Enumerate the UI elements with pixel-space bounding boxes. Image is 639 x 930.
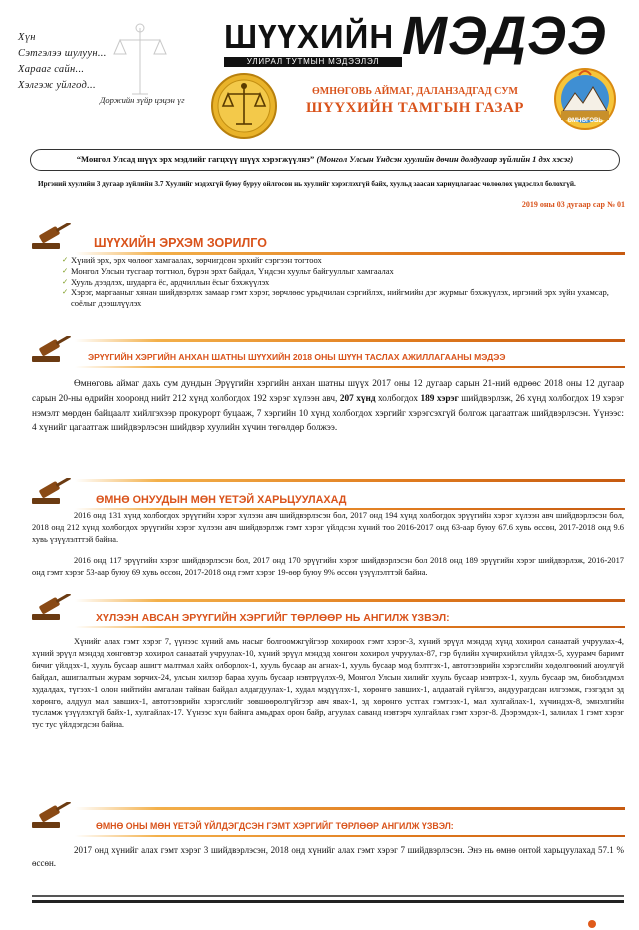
section-title-mission: ШҮҮХИЙН ЭРХЭМ ЗОРИЛГО: [94, 236, 267, 250]
list-item: ✓ Монгол Улсын тусгаар тогтнол, бүрэн эрхт байдал, Үндсэн хуульт байгууллыг хамгаалах: [62, 266, 622, 277]
report-text-2: холбогдох: [375, 393, 421, 404]
comparison-paragraph-1: 2016 онд 131 хүнд холбогдох эрүүгийн хэрэг хүлээн авч шийдвэрлэсэн бол, 2017 онд 194 хүнд холбогдох эрүүгийн хэрэг хүлээн авч шийдвэрлэсэн бол, 2018 онд 212 хүнд холбогдох эрүүгийн хэрэг хүлээн авч шийдвэрлэж гэмт хэрэг үйлдсэн хүний тоо 2016-2017 онд 63-аар буюу 67.6 хувь өссөн, 2017-2018 онд 9.6 хувь үзүүлэлттэй байна.: [32, 511, 624, 544]
aimag-emblem-label: ӨМНӨГОВЬ: [567, 118, 603, 124]
motto-line: Харааг сайн...: [18, 64, 85, 75]
section-title-prior-year: ӨМНӨ ОНЫ МӨН ҮЕТЭЙ ҮЙЛДЭГДСЭН ГЭМТ ХЭРГИЙГ ТӨРЛӨӨР АНГИЛЖ ҮЗВЭЛ:: [96, 821, 454, 831]
footer-dot: [588, 920, 596, 928]
masthead-title-left: ШҮҮХИЙН: [224, 18, 395, 55]
section-rule: [75, 339, 625, 342]
list-item: ✓ Хүний эрх, эрх чөлөөг хамгаалах, зөрчигдсөн эрхийг сэргээн тогтоох: [62, 255, 622, 266]
section-rule: [75, 599, 625, 602]
section-title-comparison: ӨМНӨ ОНУУДЫН МӨН ҮЕТЭЙ ХАРЬЦУУЛАХАД: [96, 494, 347, 506]
section-rule: [75, 835, 625, 837]
footer-divider: [32, 900, 624, 903]
gavel-icon: [30, 594, 74, 622]
gavel-icon: [30, 478, 74, 506]
section-title-classification: ХҮЛЭЭН АВСАН ЭРҮҮГИЙН ХЭРГИЙГ ТӨРЛӨӨР НЬ АНГИЛЖ ҮЗВЭЛ:: [96, 612, 450, 624]
report-text-1: Өмнөговь аймаг дахь сум дундын Эрүүгийн хэргийн анхан шатны шүүх 2017 оны 12 дугаар сарын 21-ний өдрөөс 2018 оны 12 дугаар сарын 20-ны өдрийн хооронд нийт 212 хүнд холбогдох 192 хэрэг хүлээн авч,: [32, 379, 624, 404]
prior-year-paragraph: 2017 онд хүнийг алах гэмт хэрэг 3 шийдвэрлэсэн, 2018 онд хүнийг алах гэмт хэрэг 7 шийдвэрлэсэн. Энэ нь өмнө онтой харьцуулахад 57.1 % өссөн.: [32, 845, 624, 868]
law-note: Иргэний хуулийн 3 дугаар зүйлийн 3.7 Хуулийг мэдэхгүй буюу буруу ойлгосон нь хуулийг хэрэглэхгүй байх, хуульд заасан хариуцлагаас чөлөөлөх үндэслэл болохгүй.: [38, 180, 576, 188]
masthead-title-right: МЭДЭЭ: [402, 6, 607, 66]
gavel-icon: [30, 336, 74, 364]
report-text-3: шийдвэрлэж, 26 хүнд холбогдох 19 хэрэг нэмэлт мөрдөн байцаалт хийлгэхээр прокурорт буцааж, 7 хэргийн 10 хүнд холбогдох хэргийг хэрэгсэхгүй болгож цагаатгаж шийдвэрлэсэн. Үүнээс: 4 хүнийг цагаатгаж шийдвэрлэсэн шийдвэр хуулийн хүчин төгөлдөр болжээ.: [32, 393, 624, 434]
motto-line: Сэтгэлээ шулуун...: [18, 48, 107, 59]
org-name: ШҮҮХИЙН ТАМГЫН ГАЗАР: [306, 100, 524, 116]
section-rule: [75, 479, 625, 482]
report-bold-persons: 207 хүнд: [339, 393, 376, 404]
section-rule: [75, 366, 625, 368]
motto-line: Хүн: [18, 32, 36, 43]
report-bold-cases: 189 хэрэг: [420, 393, 459, 404]
section-rule: [75, 626, 625, 628]
org-location: ӨМНӨГОВЬ АЙМАГ, ДАЛАНЗАДГАД СУМ: [311, 86, 518, 97]
section-rule: [75, 807, 625, 810]
masthead-subtitle: УЛИРАЛ ТУТМЫН МЭДЭЭЛЭЛ: [246, 57, 380, 66]
motto-line: Хэлгэж уйлгод...: [18, 80, 96, 91]
gavel-icon: [30, 223, 74, 251]
slogan-quote: “Монгол Улсад шүүх эрх мэдлийг гагцхүү шүүх хэрэгжүүлнэ”: [76, 154, 315, 164]
slogan-source: (Монгол Улсын Үндсэн хуулийн дөчин долдугаар зүйлийн 1 дэх хэсэг): [316, 154, 574, 164]
section-title-2018-report: ЭРҮҮГИЙН ХЭРГИЙН АНХАН ШАТНЫ ШҮҮХИЙН 2018 ОНЫ ШҮҮН ТАСЛАХ АЖИЛЛАГААНЫ МЭДЭЭ: [88, 352, 506, 362]
motto-signature: Доржийн зүйр цэцэн үг: [100, 95, 185, 105]
gavel-icon: [30, 802, 74, 830]
list-item: ✓ Хууль дээдлэх, шударга ёс, ардчиллын ёсыг бэхжүүлэх: [62, 277, 622, 288]
footer-divider: [32, 895, 624, 897]
classification-paragraph: Хүнийг алах гэмт хэрэг 7, үүнээс хүний амь насыг болгоомжгүйгээр хохироох гэмт хэрэг-3, хүний эрүүл мэндэд хүнд хохирол санаатай учруулах-4, хүний эрүүл мэндэд хөнгөвтэр хохирол санаатай учруулах-10, хүний эрүүл мэндэд хөнгөн хохирол учруулах-87, гэр бүлийн хүчирхийлэл үйлдэх-5, хуурамч баримт бичиг үйлдэх-1, хууль бусаар ашигт малтмал хайх олборлох-1, хууль бусаар ан агнах-1, хууль бусаар мод бэлтгэх-1, автотээврийн хэрэгслийн хөдөлгөөний аюулгүй байдал, ашиглалтын журам зөрчих-24, улсын хилээр бараа хууль бусаар нэвтрүүлэх-9, Монгол Улсын хилийг хууль бусаар нэвтрэх-1, хууль бусаар эм, биобэлдмэл худалдах, түгээх-1 олон нийтийн амгалан тайван байдал алдагдуулах-1, худал мэдүүлэх-1, хөрөнгө завших-1, алдаатай гүйлгээ, андуурагдсан илгээмж, гэзгэдэл эд хөрөнгө, алдуул мал завших-1, автотээврийн хэрэгслийг зөвшөөрөлгүйгээр авч явах-1, эд хөрөнгө устгах гэмтээх-1, мал хулгайлах-1, хүчиндэх-8, эмнэлгийн тусламж үзүүлэхгүй байх-1, хулгайлах-17. Үүнээс хүн байнга амьдрах орон байр, агуулах саванд нэвтэрч хулгайлах гэмт хэрэг-8. Дээрэмдэх-1, залилах 1 гэмт хэрэг тус тус үйлдэгдсэн байна.: [32, 637, 624, 730]
mission-list: [62, 255, 622, 309]
scales-of-justice-icon: [210, 72, 278, 140]
report-paragraph: [32, 377, 624, 436]
issue-date: 2019 оны 03 дугаар сар № 01: [521, 200, 625, 209]
comparison-paragraph-2: 2016 онд 117 эрүүгийн хэрэг шийдвэрлэсэн бол, 2017 онд 170 эрүүгийн хэрэг шийдвэрлэсэн бол 2018 онд 189 эрүүгийн хэрэг шийдвэрлэж, 2016-2017 онд гэмт хэрэг 53-аар буюу 69 хувь өссөн, 2017-2018 онд гэмт хэрэг 19-өөр буюу 9% өссөн үзүүлэлттэй байна.: [32, 556, 624, 577]
slogan: [40, 154, 610, 164]
list-item: ✓ Хэрэг, маргааныг хянан шийдвэрлэх замаар гэмт хэрэг, зөрчлөөс урьдчилан сэргийлэх, нийгмийн дэг журмыг бэхжүүлэх, иргэний эрх зүйн ухамсар, соёлыг дээшлүүлэх: [62, 287, 622, 309]
lady-justice-watermark-icon: [110, 20, 170, 100]
aimag-emblem-icon: [553, 65, 617, 137]
